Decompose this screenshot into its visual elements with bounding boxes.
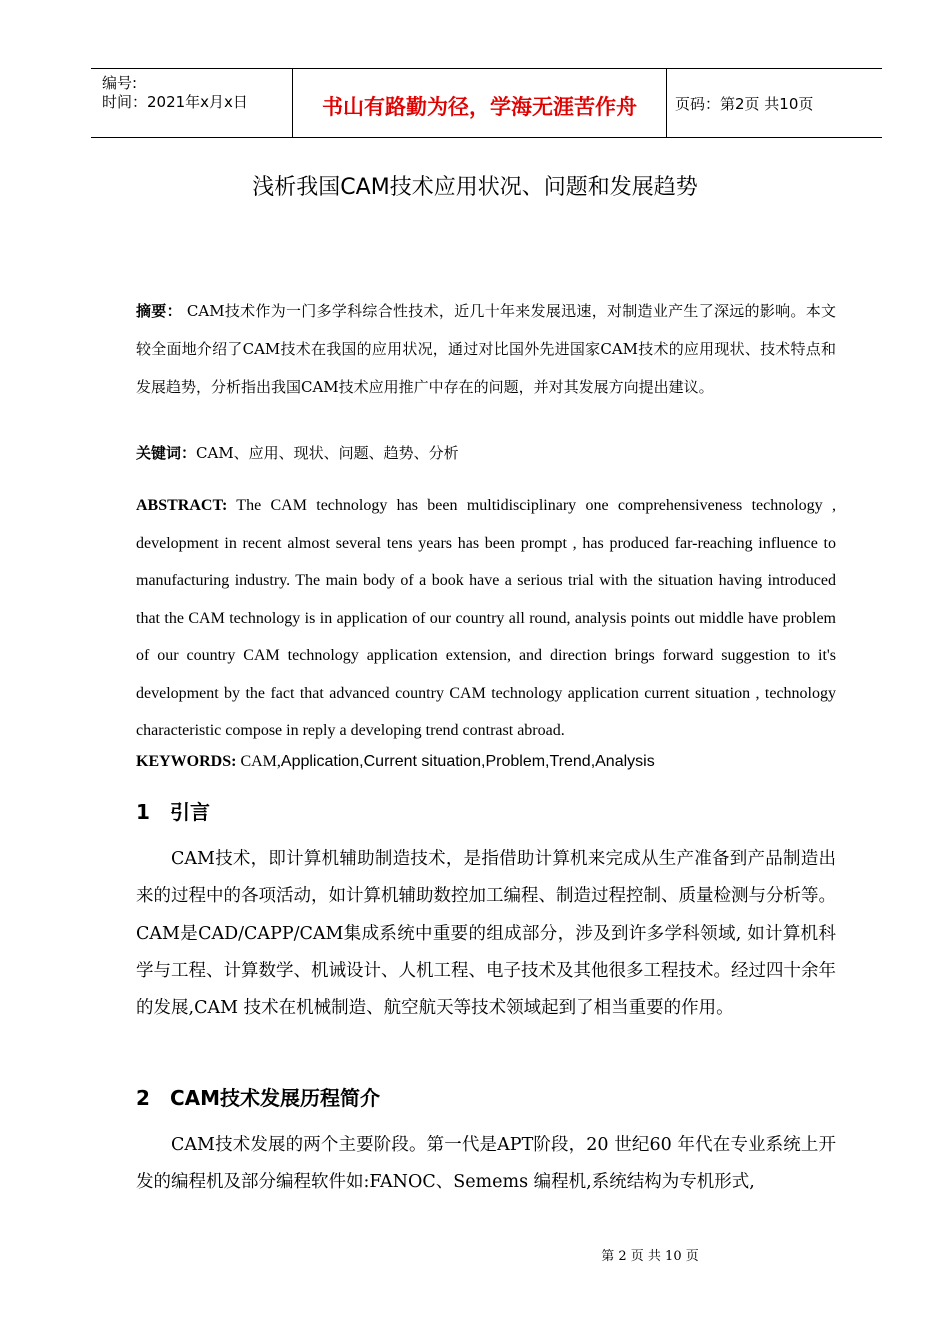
abstract-cn-text: CAM技术作为一门多学科综合性技术，近几十年来发展迅速，对制造业产生了深远的影响。本文较全面地介绍了CAM技术在我国的应用状况，通过对比国外先进国家CAM技术的应用现状、技术特点和发展趋势，分析指出我国CAM技术应用推广中存在的问题，并对其发展方向提出建议。 bbox=[136, 302, 836, 396]
keywords-en-first: CAM, bbox=[236, 753, 281, 770]
document-time-label: 时间：2021年x月x日 bbox=[102, 93, 248, 111]
section-title: CAM技术发展历程简介 bbox=[170, 1086, 381, 1110]
section-heading-1 bbox=[136, 796, 210, 825]
abstract-en bbox=[136, 487, 836, 750]
header-right-cell bbox=[666, 69, 882, 137]
header-page-label: 页码：第2页 共10页 bbox=[675, 95, 814, 113]
keywords-en-label: KEYWORDS: bbox=[136, 753, 237, 770]
abstract-cn bbox=[136, 292, 836, 406]
keywords-en-rest: Application,Current situation,Problem,Trend,Analysis bbox=[280, 753, 655, 770]
section-number: 2 bbox=[136, 1086, 150, 1110]
section-2-paragraph: CAM技术发展的两个主要阶段。第一代是APT阶段，20 世纪60 年代在专业系统上开发的编程机及部分编程软件如:FANOC、Semems 编程机,系统结构为专机形式, bbox=[136, 1135, 836, 1193]
header-middle-cell bbox=[292, 69, 667, 137]
document-title: 浅析我国CAM技术应用状况、问题和发展趋势 bbox=[252, 175, 698, 200]
page-footer: 第 2 页 共 10 页 bbox=[601, 1249, 699, 1264]
section-1-paragraph: CAM技术，即计算机辅助制造技术，是指借助计算机来完成从生产准备到产品制造出来的过程中的各项活动，如计算机辅助数控加工编程、制造过程控制、质量检测与分析等。CAM是CAD/CAPP/CAM集成系统中重要的组成部分，涉及到许多学科领域, 如计算机科学与工程、计算数学、机诫设计、人机工程、电子技术及其他很多工程技术。经过四十余年的发展,CAM 技术在机械制造、航空航天等技术领域起到了相当重要的作用。 bbox=[136, 849, 836, 1019]
document-number-label: 编号: bbox=[102, 74, 138, 92]
header-left-cell bbox=[91, 69, 292, 137]
keywords-cn-text: CAM、应用、现状、问题、趋势、分析 bbox=[196, 444, 459, 462]
abstract-en-text: The CAM technology has been multidisciplinary one comprehensiveness technology , development in recent almost several tens years has been prompt , has produced far-reaching influence to manufacturing industry. The main body of a book have a serious trial with the situation having introduced that the CAM technology is in application of our country all round, analysis points out middle have problem of our country CAM technology application extension, and direction brings forward suggestion to it's development by the fact that advanced country CAM technology application current situation , technology characteristic compose in reply a developing trend contrast abroad. bbox=[136, 497, 836, 739]
keywords-cn bbox=[136, 440, 836, 466]
keywords-en bbox=[136, 748, 836, 775]
section-number: 1 bbox=[136, 800, 150, 824]
section-title: 引言 bbox=[170, 800, 210, 824]
keywords-cn-label: 关键词： bbox=[136, 444, 197, 462]
header-motto: 书山有路勤为径，学海无涯苦作舟 bbox=[322, 95, 637, 119]
abstract-cn-label: 摘要： bbox=[136, 302, 182, 320]
abstract-en-label: ABSTRACT: bbox=[136, 497, 228, 514]
page-header bbox=[91, 68, 882, 138]
section-heading-2 bbox=[136, 1082, 380, 1111]
